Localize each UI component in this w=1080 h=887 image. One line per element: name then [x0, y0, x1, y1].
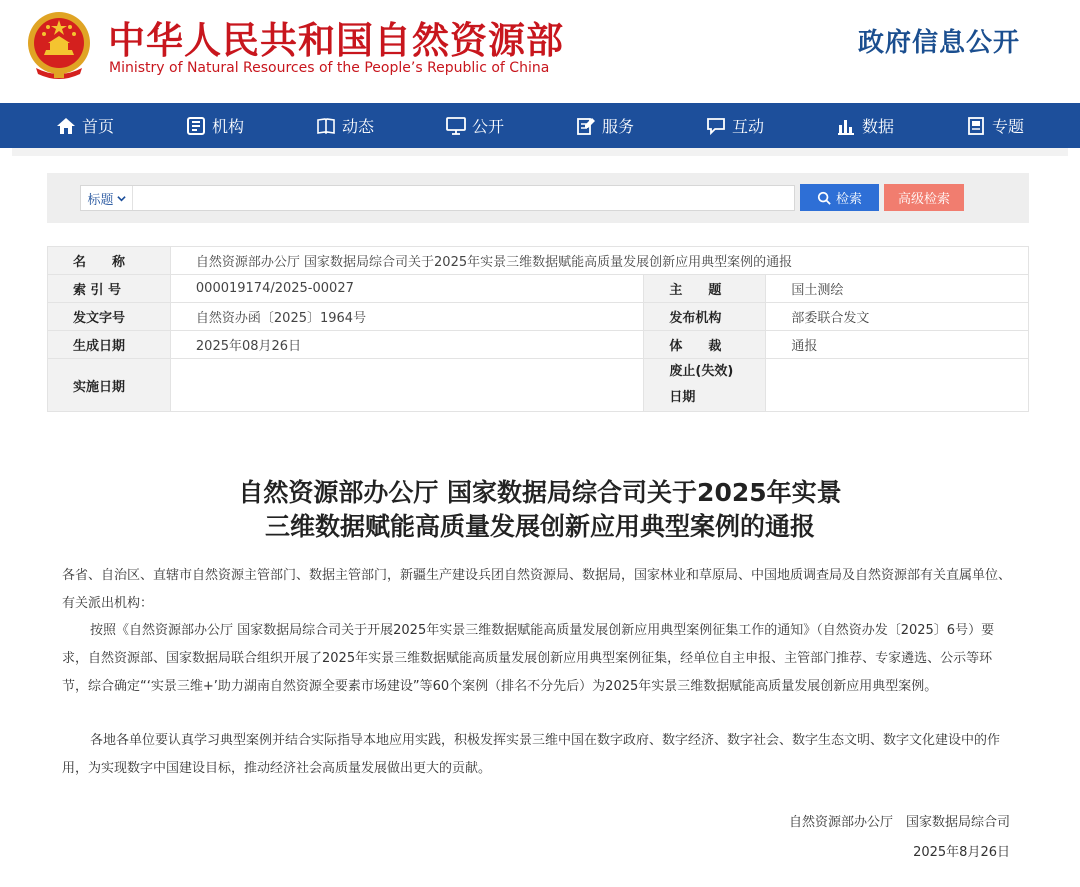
meta-row-effective — [48, 359, 1029, 412]
article-paragraph-1: 各省、自治区、直辖市自然资源主管部门、数据主管部门，新疆生产建设兵团自然资源局、数据局，国家林业和草原局、中国地质调查局及自然资源部有关直属单位、有关派出机构： — [62, 568, 1012, 611]
nav-item-topic[interactable] — [966, 114, 1024, 137]
meta-value-index: 000019174/2025-00027 — [170, 275, 644, 303]
chart-icon — [836, 116, 856, 136]
search-button-label: 检索 — [835, 192, 862, 207]
article-title-line2: 三维数据赋能高质量发展创新应用典型案例的通报 — [264, 512, 815, 541]
topic-icon — [966, 116, 986, 136]
meta-label-created: 生成日期 — [48, 331, 171, 359]
site-title-cn[interactable]: 中华人民共和国自然资源部 — [108, 19, 564, 62]
article-signature-block — [789, 808, 1010, 868]
search-field — [80, 185, 795, 211]
meta-row-created — [48, 331, 1029, 359]
book-icon — [316, 116, 336, 136]
nav-label-home: 首页 — [81, 117, 114, 136]
monitor-icon — [446, 116, 466, 136]
nav-label-data: 数据 — [861, 117, 894, 136]
nav-item-home[interactable] — [56, 114, 114, 137]
nav-item-interact[interactable] — [706, 114, 764, 137]
main-nav — [0, 103, 1080, 148]
national-emblem-icon[interactable] — [26, 10, 92, 82]
search-icon — [817, 191, 831, 205]
meta-value-effective — [170, 359, 644, 412]
meta-label-expiry — [644, 359, 766, 412]
article-title-line1: 自然资源部办公厅 国家数据局综合司关于2025年实景 — [238, 478, 842, 507]
site-header — [0, 0, 1080, 103]
document-meta-table — [47, 246, 1029, 412]
search-input[interactable] — [133, 186, 794, 210]
meta-value-publisher: 部委联合发文 — [766, 303, 1029, 331]
nav-item-service[interactable] — [576, 114, 634, 137]
meta-label-docno: 发文字号 — [48, 303, 171, 331]
meta-label-effective: 实施日期 — [48, 359, 171, 412]
meta-value-topic: 国土测绘 — [766, 275, 1029, 303]
nav-label-topic: 专题 — [991, 117, 1024, 136]
meta-row-docno — [48, 303, 1029, 331]
meta-value-created: 2025年08月26日 — [170, 331, 644, 359]
search-scope-select[interactable] — [81, 186, 133, 210]
meta-label-publisher: 发布机构 — [644, 303, 766, 331]
article-title — [90, 476, 990, 544]
meta-label-topic: 主 题 — [644, 275, 766, 303]
nav-label-news: 动态 — [341, 117, 374, 136]
nav-item-org[interactable] — [186, 114, 244, 137]
nav-item-data[interactable] — [836, 114, 894, 137]
meta-label-genre: 体 裁 — [644, 331, 766, 359]
meta-row-index — [48, 275, 1029, 303]
meta-value-expiry — [766, 359, 1029, 412]
org-icon — [186, 116, 206, 136]
site-title-en: Ministry of Natural Resources of the People’s Republic of China — [109, 60, 550, 76]
chevron-down-icon — [117, 194, 126, 203]
meta-row-name — [48, 247, 1029, 275]
article-paragraph-3: 各地各单位要认真学习典型案例并结合实际指导本地应用实践，积极发挥实景三维中国在数字政府、数字经济、数字社会、数字生态文明、数字文化建设中的作用，为实现数字中国建设目标，推动经济社会高质量发展做出更大的贡献。 — [62, 733, 1001, 776]
article-signature: 自然资源部办公厅 国家数据局综合司 — [788, 815, 1010, 830]
meta-value-docno: 自然资办函〔2025〕1964号 — [170, 303, 644, 331]
nav-label-public: 公开 — [471, 117, 504, 136]
search-button[interactable] — [800, 184, 879, 211]
nav-label-service: 服务 — [601, 117, 634, 136]
meta-label-index: 索 引 号 — [48, 275, 171, 303]
meta-label-expiry-line1: 废止(失效) — [669, 364, 734, 379]
chat-icon — [706, 116, 726, 136]
meta-label-expiry-line2: 日期 — [669, 390, 696, 405]
gov-info-title[interactable]: 政府信息公开 — [857, 28, 1020, 58]
meta-label-name: 名 称 — [48, 247, 171, 275]
home-icon — [56, 116, 76, 136]
meta-value-genre: 通报 — [766, 331, 1029, 359]
article-date: 2025年8月26日 — [913, 845, 1010, 860]
nav-item-news[interactable] — [316, 114, 374, 137]
nav-label-interact: 互动 — [731, 117, 764, 136]
article-paragraph-2: 按照《自然资源部办公厅 国家数据局综合司关于开展2025年实景三维数据赋能高质量发展创新应用典型案例征集工作的通知》（自然资办发〔2025〕6号）要求，自然资源部、国家数据局联合组织开展了2025年实景三维数据赋能高质量发展创新应用典型案例征集，经单位自主申报、主管部门推荐、专家遴选、公示等环节，综合确定“‘实景三维+’助力湖南自然资源全要素市场建设”等60个案例（排名不分先后）为2025年实景三维数据赋能高质量发展创新应用典型案例。 — [62, 623, 995, 694]
nav-item-public[interactable] — [446, 114, 504, 137]
edit-icon — [576, 116, 596, 136]
search-scope-value: 标题 — [87, 192, 114, 208]
nav-label-org: 机构 — [211, 117, 244, 136]
advanced-search-button[interactable]: 高级检索 — [884, 184, 964, 211]
meta-value-name: 自然资源部办公厅 国家数据局综合司关于2025年实景三维数据赋能高质量发展创新应用典型案例的通报 — [170, 247, 1028, 275]
